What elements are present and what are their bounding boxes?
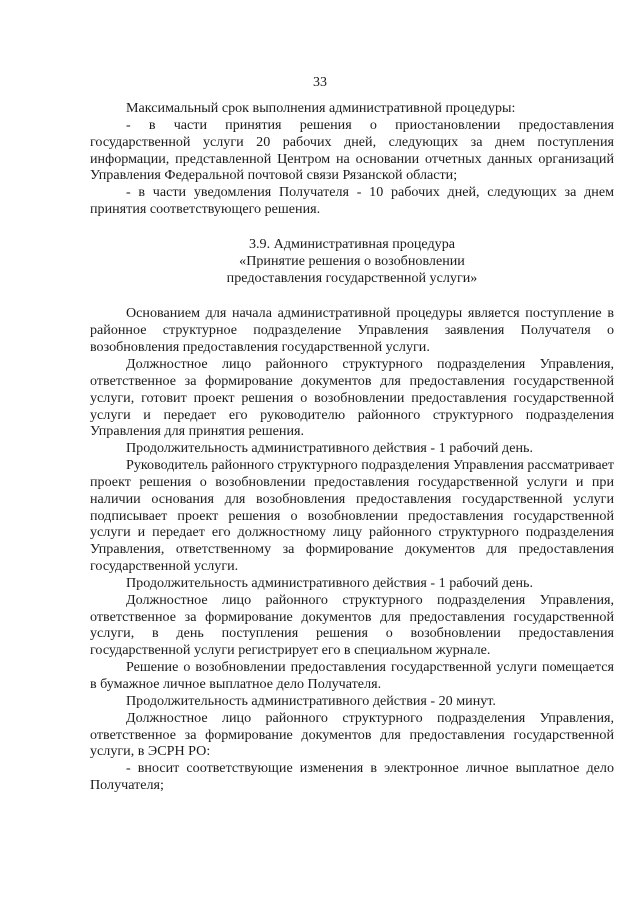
section-heading-line: предоставления государственной услуги» — [226, 269, 478, 286]
paragraph: - в части принятия решения о приостановлении предоставления государственной услуги 20 рабочих дней, следующих за днем поступления информации, представленной Центром на основании отчетных данных организаций Управления Федеральной почтовой связи Рязанской области; — [90, 116, 614, 184]
paragraph: Основанием для начала административной процедуры является поступление в районное структурное подразделение Управления заявления Получателя о возобновления предоставления государственной услуги. — [90, 305, 614, 356]
section-heading — [90, 236, 614, 287]
paragraph: Должностное лицо районного структурного подразделения Управления, ответственное за формирование документов для предоставления государственной услуги, в ЭСРН РО: — [90, 709, 614, 760]
paragraph: Решение о возобновлении предоставления государственной услуги помещается в бумажное личное выплатное дело Получателя. — [90, 659, 614, 692]
document-body — [90, 100, 614, 794]
paragraph: Продолжительность административного действия - 20 минут. — [126, 692, 496, 709]
section-heading-line: 3.9. Административная процедура — [248, 235, 455, 252]
page-number: 33 — [313, 75, 327, 90]
paragraph: Продолжительность административного действия - 1 рабочий день. — [126, 574, 533, 591]
paragraph: Должностное лицо районного структурного подразделения Управления, ответственное за формирование документов для предоставления государственной услуги, готовит проект решения о возобновлении предоставления государственной услуги и передает его руководителю районного структурного подразделения Управления для принятия решения. — [90, 355, 614, 440]
paragraph: Руководитель районного структурного подразделения Управления рассматривает проект решения о возобновлении предоставления государственной услуги и при наличии основания для возобновления предоставления государственной услуги подписывает проект решения о возобновлении предоставления государственной услуги и передает его должностному лицу районного структурного подразделения Управления, ответственному за формирование документов для предоставления государственной услуги. — [90, 457, 615, 575]
paragraph: - вносит соответствующие изменения в электронное личное выплатное дело Получателя; — [90, 760, 614, 794]
section-heading-line: «Принятие решения о возобновлении — [239, 252, 465, 269]
paragraph: Максимальный срок выполнения административной процедуры: — [126, 100, 516, 116]
paragraph: Должностное лицо районного структурного подразделения Управления, ответственное за формирование документов для предоставления государственной услуги, в день поступления решения о возобновлении предоставления государственной услуги регистрирует его в специальном журнале. — [90, 591, 614, 659]
paragraph: - в части уведомления Получателя - 10 рабочих дней, следующих за днем принятия соответствующего решения. — [90, 184, 614, 218]
paragraph: Продолжительность административного действия - 1 рабочий день. — [126, 440, 533, 457]
